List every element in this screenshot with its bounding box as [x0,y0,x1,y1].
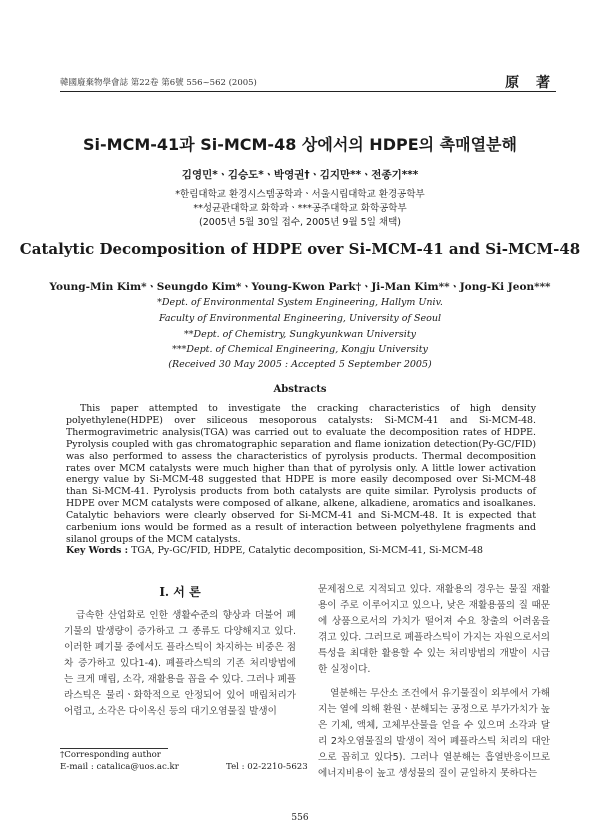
keywords-list: TGA, Py-GC/FID, HDPE, Catalytic decomposition, Si-MCM-41, Si-MCM-48 [131,545,484,556]
affiliation-en-3: **Dept. of Chemistry, Sungkyunkwan University [183,329,417,340]
body-left-column: 급속한 산업화로 인한 생활수준의 향상과 더불어 폐기물의 발생량이 증가하고 그 종류도 다양해지고 있다. 이러한 폐기물 중에서도 플라스틱이 차지하는 비중은 점차 증가하고 있다1-4). 폐플라스틱의 기존 처리방법에는 크게 매립, 소각, 재활용을 꼽을 수 있다. 그러나 폐플라스틱은 물리ㆍ화학적으로 안정되어 있어 매립처리가 어렵고, 소각은 다이옥신 등의 대기오염물질 발생이 [64,610,296,717]
footnote-corresponding: †Corresponding author [60,750,161,760]
header-rule [60,91,556,92]
received-date-en: (Received 30 May 2005 : Accepted 5 September 2005) [168,359,432,370]
footnote-email: E-mail : catalica@uos.ac.kr [60,761,179,772]
section-heading [64,583,296,600]
keywords [66,545,536,556]
abstract-heading: Abstracts [273,384,327,395]
footnote [60,750,310,773]
section-title: 서 론 [173,585,201,599]
title-english: Catalytic Decomposition of HDPE over Si-MCM-41 and Si-MCM-48 [19,240,581,258]
page-number: 556 [291,813,309,823]
journal-header: 韓國廢棄物學會誌 第22卷 第6號 556~562 (2005) [60,78,257,88]
affiliation-en-1: *Dept. of Environmental System Engineering, Hallym Univ. [157,297,443,308]
abstract-text: This paper attempted to investigate the cracking characteristics of high density polyethylene(HDPE) over siliceous mesoporous catalysts: Si-MCM-41 and Si-MCM-48. Thermogravimetric analysis(TGA) was carried out to evaluate the decomposition rates of HDPE. Pyrolysis coupled with gas chromatographic separation and flame ionization detection(Py-GC/FID) was also performed to assess the characteristics of pyrolysis products. Thermal decomposition rates over MCM catalysts were much higher than that of pyrolysis only. A little lower activation energy value by Si-MCM-48 suggested that HDPE is more easily decomposed over Si-MCM-48 than Si-MCM-41. Pyrolysis products from both catalysts are quite similar. Pyrolysis products of HDPE over MCM catalysts were composed of alkane, alkene, alkadiene, aromatics and isoalkanes. Catalytic behaviors were clearly observed for Si-MCM-41 and Si-MCM-48. It is expected that carbenium ions would be formed as a result of interaction between polyethylene fragments and silanol groups of the MCM catalysts. [66,403,536,545]
authors-english: Young-Min Kim*ㆍSeungdo Kim*ㆍYoung-Kwon Park†ㆍJi-Man Kim**ㆍJong-Ki Jeon*** [49,281,551,293]
keywords-label: Key Words : [66,545,129,556]
affiliation-en-4: ***Dept. of Chemical Engineering, Kongju University [172,344,428,355]
footnote-rule [60,748,168,749]
title-korean: Si-MCM-41과 Si-MCM-48 상에서의 HDPE의 촉매열분해 [83,135,517,154]
affiliation-ko-1: *한림대학교 환경시스템공학과ㆍ서울시립대학교 환경공학부 [175,189,425,200]
body-right-paragraph-2: 열분해는 무산소 조건에서 유기물질이 외부에서 가해지는 열에 의해 환원ㆍ분해되는 공정으로 부가가치가 높은 기체, 액체, 고체부산물을 얻을 수 있으며 소각과 달리 2차오염물질의 발생이 적어 폐플라스틱 처리의 대안으로 꼽히고 있다5). 그러나 열분해는 흡열반응이므로 에너지비용이 높고 생성물의 질이 균일하지 못하다는 [318,688,550,779]
footnote-tel: Tel : 02-2210-5623 [226,761,308,772]
body-right-column [318,582,550,782]
authors-korean: 김영민*ㆍ김승도*ㆍ박영권†ㆍ김지만**ㆍ전종기*** [181,169,419,181]
section-number: I. [159,585,170,599]
body-right-paragraph-1: 문제점으로 지적되고 있다. 재활용의 경우는 물질 재활용이 주로 이루어지고 있으나, 낮은 재활용품의 질 때문에 상품으로서의 가치가 떨어져 수요 창출의 어려움을 겪고 있다. 그러므로 폐플라스틱이 가지는 자원으로서의 특성을 최대한 활용할 수 있는 처리방법의 개발이 시급한 실정이다. [318,584,550,675]
received-date-ko: (2005년 5월 30일 접수, 2005년 9월 5일 채택) [199,217,401,228]
affiliation-en-2: Faculty of Environmental Engineering, University of Seoul [158,313,442,324]
article-type-tag: 原 著 [505,75,556,91]
affiliation-ko-2: **성균관대학교 화학과ㆍ***공주대학교 화학공학부 [193,203,407,214]
